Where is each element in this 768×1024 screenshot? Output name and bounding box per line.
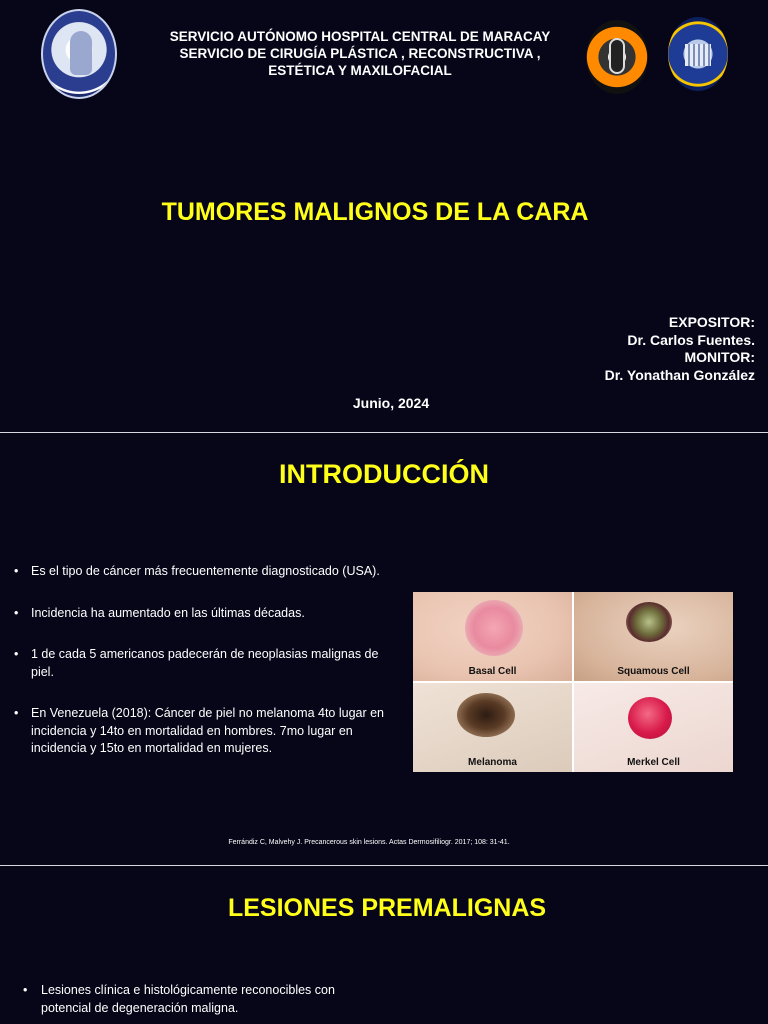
lesion-shape xyxy=(626,602,672,642)
bullet-text: En Venezuela (2018): Cáncer de piel no melanoma 4to lugar en incidencia y 14to en mortalidad en hombres. 7mo lugar en incidencia y 15to en mortalidad en mujeres. xyxy=(31,706,385,755)
presentation-date: Junio, 2024 xyxy=(352,395,430,411)
bullet-icon: • xyxy=(23,983,28,997)
merkel-cell-image xyxy=(574,683,733,772)
bullet-text: Lesiones clínica e histológicamente reconocibles con potencial de degeneración maligna. xyxy=(41,983,335,1015)
slide-title: LESIONES PREMALIGNAS xyxy=(227,894,547,922)
header-line: SERVICIO DE CIRUGÍA PLÁSTICA , RECONSTRUCTIVA , xyxy=(179,46,541,61)
list-item xyxy=(14,563,384,581)
surgery-service-logo xyxy=(586,20,648,94)
list-item xyxy=(14,605,384,623)
list-item xyxy=(14,705,384,758)
bullet-icon: • xyxy=(14,605,19,620)
presenter-line: MONITOR: xyxy=(684,349,755,365)
bullet-text: 1 de cada 5 americanos padecerán de neoplasias malignas de piel. xyxy=(31,647,379,679)
squamous-cell-image xyxy=(574,592,733,681)
bullet-list xyxy=(14,563,384,782)
reference-citation: Ferrándiz C, Malvehy J. Precancerous skin lesions. Actas Dermosifiliogr. 2017; 108: 31-41. xyxy=(228,839,510,846)
institution-header xyxy=(140,28,580,79)
hospital-logo xyxy=(668,17,728,91)
bullet-icon: • xyxy=(14,647,19,661)
lesion-shape xyxy=(628,697,672,739)
presenter-line: Dr. Yonathan González xyxy=(604,366,755,383)
bullet-text: Incidencia ha aumentado en las últimas décadas. xyxy=(31,605,305,620)
premalignant-lesions-slide xyxy=(0,866,768,1024)
presentation-title: TUMORES MALIGNOS DE LA CARA xyxy=(161,198,589,226)
skin-cancer-image-grid xyxy=(413,592,733,772)
header-line: ESTÉTICA Y MAXILOFACIAL xyxy=(268,63,452,78)
image-caption: Merkel Cell xyxy=(627,757,680,768)
bullet-text: Es el tipo de cáncer más frecuentemente diagnosticado (USA). xyxy=(31,564,380,578)
lesion-shape xyxy=(465,600,523,656)
image-caption: Basal Cell xyxy=(468,666,517,677)
image-caption: Squamous Cell xyxy=(617,666,690,677)
presenter-line: Dr. Carlos Fuentes. xyxy=(627,331,755,348)
melanoma-image xyxy=(413,683,572,772)
presenter-line: EXPOSITOR: xyxy=(668,314,755,330)
list-item xyxy=(14,646,384,681)
list-item xyxy=(23,982,353,1017)
slide-title: INTRODUCCIÓN xyxy=(279,459,489,489)
bullet-icon: • xyxy=(14,564,19,578)
lesion-shape xyxy=(457,693,515,737)
presenter-info xyxy=(605,314,755,384)
bullet-list xyxy=(23,982,353,1017)
bullet-icon: • xyxy=(14,706,19,720)
image-caption: Melanoma xyxy=(468,757,517,768)
basal-cell-image xyxy=(413,592,572,681)
title-slide xyxy=(0,0,768,432)
introduction-slide xyxy=(0,433,768,865)
plastic-surgery-society-logo xyxy=(41,9,117,99)
header-line: SERVICIO AUTÓNOMO HOSPITAL CENTRAL DE MARACAY xyxy=(169,29,551,44)
